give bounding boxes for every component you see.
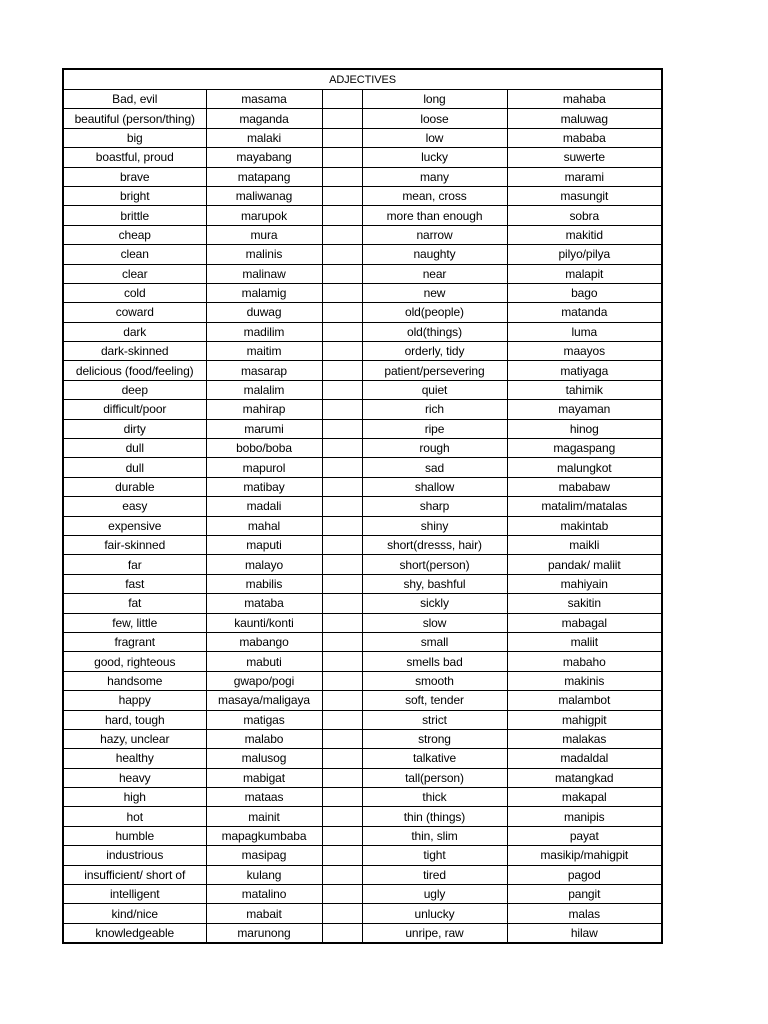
english-word-right: rich	[362, 400, 507, 419]
spacer-cell	[322, 613, 362, 632]
english-word-left: hot	[63, 807, 206, 826]
english-word-right: rough	[362, 439, 507, 458]
english-word-right: sad	[362, 458, 507, 477]
spacer-cell	[322, 380, 362, 399]
tagalog-word-right: makapal	[507, 788, 662, 807]
tagalog-word-right: payat	[507, 826, 662, 845]
tagalog-word-left: kulang	[206, 865, 322, 884]
english-word-left: fast	[63, 574, 206, 593]
tagalog-word-left: mabuti	[206, 652, 322, 671]
tagalog-word-left: madilim	[206, 322, 322, 341]
table-row	[63, 807, 662, 826]
table-row	[63, 322, 662, 341]
tagalog-word-right: matalim/matalas	[507, 497, 662, 516]
table-row	[63, 303, 662, 322]
tagalog-word-left: mapurol	[206, 458, 322, 477]
english-word-right: long	[362, 90, 507, 109]
english-word-right: patient/persevering	[362, 361, 507, 380]
tagalog-word-right: malakas	[507, 729, 662, 748]
spacer-cell	[322, 768, 362, 787]
tagalog-word-left: mahal	[206, 516, 322, 535]
tagalog-word-right: tahimik	[507, 380, 662, 399]
table-row	[63, 865, 662, 884]
spacer-cell	[322, 400, 362, 419]
tagalog-word-left: masaya/maligaya	[206, 691, 322, 710]
english-word-left: knowledgeable	[63, 923, 206, 943]
english-word-left: industrious	[63, 846, 206, 865]
english-word-left: easy	[63, 497, 206, 516]
english-word-right: smells bad	[362, 652, 507, 671]
spacer-cell	[322, 632, 362, 651]
tagalog-word-right: madaldal	[507, 749, 662, 768]
table-title: ADJECTIVES	[63, 69, 662, 90]
tagalog-word-right: pilyo/pilya	[507, 245, 662, 264]
tagalog-word-right: maayos	[507, 342, 662, 361]
english-word-left: high	[63, 788, 206, 807]
english-word-left: few, little	[63, 613, 206, 632]
english-word-left: fat	[63, 594, 206, 613]
english-word-left: fair-skinned	[63, 535, 206, 554]
table-row	[63, 885, 662, 904]
spacer-cell	[322, 865, 362, 884]
spacer-cell	[322, 245, 362, 264]
spacer-cell	[322, 419, 362, 438]
english-word-right: many	[362, 167, 507, 186]
english-word-left: dull	[63, 458, 206, 477]
tagalog-word-left: marumi	[206, 419, 322, 438]
tagalog-word-right: manipis	[507, 807, 662, 826]
table-row	[63, 283, 662, 302]
tagalog-word-right: maliit	[507, 632, 662, 651]
english-word-left: dull	[63, 439, 206, 458]
tagalog-word-left: malusog	[206, 749, 322, 768]
tagalog-word-right: bago	[507, 283, 662, 302]
tagalog-word-right: mahigpit	[507, 710, 662, 729]
english-word-left: cheap	[63, 225, 206, 244]
english-word-right: slow	[362, 613, 507, 632]
spacer-cell	[322, 574, 362, 593]
english-word-left: insufficient/ short of	[63, 865, 206, 884]
english-word-left: happy	[63, 691, 206, 710]
english-word-left: hard, tough	[63, 710, 206, 729]
table-row	[63, 788, 662, 807]
english-word-right: loose	[362, 109, 507, 128]
adjectives-table	[62, 68, 663, 944]
spacer-cell	[322, 342, 362, 361]
tagalog-word-left: malinis	[206, 245, 322, 264]
table-row	[63, 749, 662, 768]
tagalog-word-left: kaunti/konti	[206, 613, 322, 632]
table-row	[63, 128, 662, 147]
tagalog-word-right: makinis	[507, 671, 662, 690]
tagalog-word-left: mahirap	[206, 400, 322, 419]
spacer-cell	[322, 303, 362, 322]
table-row	[63, 923, 662, 943]
title-row	[63, 69, 662, 90]
tagalog-word-right: mabagal	[507, 613, 662, 632]
spacer-cell	[322, 691, 362, 710]
tagalog-word-right: mababaw	[507, 477, 662, 496]
tagalog-word-right: mahiyain	[507, 574, 662, 593]
english-word-left: dark-skinned	[63, 342, 206, 361]
spacer-cell	[322, 885, 362, 904]
english-word-left: hazy, unclear	[63, 729, 206, 748]
tagalog-word-left: madali	[206, 497, 322, 516]
english-word-right: mean, cross	[362, 186, 507, 205]
table-row	[63, 225, 662, 244]
tagalog-word-left: matalino	[206, 885, 322, 904]
tagalog-word-left: mataba	[206, 594, 322, 613]
tagalog-word-left: mabait	[206, 904, 322, 923]
english-word-right: sharp	[362, 497, 507, 516]
tagalog-word-left: masama	[206, 90, 322, 109]
tagalog-word-right: makintab	[507, 516, 662, 535]
spacer-cell	[322, 361, 362, 380]
english-word-left: durable	[63, 477, 206, 496]
tagalog-word-left: mura	[206, 225, 322, 244]
tagalog-word-left: malamig	[206, 283, 322, 302]
table-row	[63, 167, 662, 186]
tagalog-word-right: mayaman	[507, 400, 662, 419]
table-row	[63, 904, 662, 923]
table-row	[63, 186, 662, 205]
spacer-cell	[322, 225, 362, 244]
spacer-cell	[322, 807, 362, 826]
tagalog-word-right: suwerte	[507, 148, 662, 167]
english-word-left: Bad, evil	[63, 90, 206, 109]
english-word-left: boastful, proud	[63, 148, 206, 167]
english-word-left: fragrant	[63, 632, 206, 651]
spacer-cell	[322, 846, 362, 865]
spacer-cell	[322, 148, 362, 167]
spacer-cell	[322, 322, 362, 341]
english-word-right: shiny	[362, 516, 507, 535]
english-word-right: tired	[362, 865, 507, 884]
english-word-right: unlucky	[362, 904, 507, 923]
table-row	[63, 458, 662, 477]
english-word-left: clean	[63, 245, 206, 264]
tagalog-word-left: masipag	[206, 846, 322, 865]
english-word-left: heavy	[63, 768, 206, 787]
tagalog-word-right: pangit	[507, 885, 662, 904]
table-row	[63, 671, 662, 690]
tagalog-word-right: mabaho	[507, 652, 662, 671]
table-row	[63, 264, 662, 283]
table-row	[63, 846, 662, 865]
tagalog-word-right: maikli	[507, 535, 662, 554]
english-word-left: beautiful (person/thing)	[63, 109, 206, 128]
english-word-right: more than enough	[362, 206, 507, 225]
table-row	[63, 439, 662, 458]
table-row	[63, 535, 662, 554]
table-row	[63, 632, 662, 651]
english-word-right: short(person)	[362, 555, 507, 574]
table-row	[63, 555, 662, 574]
table-row	[63, 516, 662, 535]
english-word-left: humble	[63, 826, 206, 845]
spacer-cell	[322, 749, 362, 768]
english-word-right: small	[362, 632, 507, 651]
english-word-right: ripe	[362, 419, 507, 438]
tagalog-word-left: bobo/boba	[206, 439, 322, 458]
english-word-right: lucky	[362, 148, 507, 167]
spacer-cell	[322, 923, 362, 943]
tagalog-word-right: malungkot	[507, 458, 662, 477]
tagalog-word-left: maliwanag	[206, 186, 322, 205]
tagalog-word-right: matangkad	[507, 768, 662, 787]
english-word-right: sickly	[362, 594, 507, 613]
spacer-cell	[322, 788, 362, 807]
spacer-cell	[322, 497, 362, 516]
english-word-right: thick	[362, 788, 507, 807]
spacer-cell	[322, 109, 362, 128]
tagalog-word-left: mabilis	[206, 574, 322, 593]
english-word-left: kind/nice	[63, 904, 206, 923]
table-row	[63, 691, 662, 710]
spacer-cell	[322, 439, 362, 458]
tagalog-word-right: masungit	[507, 186, 662, 205]
english-word-left: expensive	[63, 516, 206, 535]
table-row	[63, 652, 662, 671]
spacer-cell	[322, 167, 362, 186]
table-row	[63, 361, 662, 380]
tagalog-word-left: maputi	[206, 535, 322, 554]
tagalog-word-right: matanda	[507, 303, 662, 322]
english-word-right: short(dresss, hair)	[362, 535, 507, 554]
table-row	[63, 594, 662, 613]
tagalog-word-left: duwag	[206, 303, 322, 322]
tagalog-word-left: matibay	[206, 477, 322, 496]
tagalog-word-left: matigas	[206, 710, 322, 729]
table-row	[63, 109, 662, 128]
english-word-right: shy, bashful	[362, 574, 507, 593]
tagalog-word-right: malas	[507, 904, 662, 923]
tagalog-word-right: pandak/ maliit	[507, 555, 662, 574]
english-word-right: talkative	[362, 749, 507, 768]
tagalog-word-left: mainit	[206, 807, 322, 826]
spacer-cell	[322, 206, 362, 225]
tagalog-word-left: maitim	[206, 342, 322, 361]
english-word-right: ugly	[362, 885, 507, 904]
tagalog-word-left: mabango	[206, 632, 322, 651]
spacer-cell	[322, 594, 362, 613]
tagalog-word-left: maganda	[206, 109, 322, 128]
english-word-right: thin, slim	[362, 826, 507, 845]
english-word-right: shallow	[362, 477, 507, 496]
english-word-left: good, righteous	[63, 652, 206, 671]
table-row	[63, 400, 662, 419]
english-word-right: narrow	[362, 225, 507, 244]
english-word-left: handsome	[63, 671, 206, 690]
spacer-cell	[322, 458, 362, 477]
english-word-left: difficult/poor	[63, 400, 206, 419]
english-word-right: quiet	[362, 380, 507, 399]
spacer-cell	[322, 90, 362, 109]
table-row	[63, 419, 662, 438]
tagalog-word-left: malayo	[206, 555, 322, 574]
tagalog-word-left: mapagkumbaba	[206, 826, 322, 845]
spacer-cell	[322, 283, 362, 302]
tagalog-word-left: mabigat	[206, 768, 322, 787]
english-word-left: dirty	[63, 419, 206, 438]
spacer-cell	[322, 652, 362, 671]
tagalog-word-left: mayabang	[206, 148, 322, 167]
english-word-right: naughty	[362, 245, 507, 264]
tagalog-word-right: mahaba	[507, 90, 662, 109]
tagalog-word-right: luma	[507, 322, 662, 341]
english-word-left: brave	[63, 167, 206, 186]
english-word-right: smooth	[362, 671, 507, 690]
table-row	[63, 768, 662, 787]
tagalog-word-right: sakitin	[507, 594, 662, 613]
english-word-right: soft, tender	[362, 691, 507, 710]
english-word-right: strict	[362, 710, 507, 729]
tagalog-word-right: magaspang	[507, 439, 662, 458]
spacer-cell	[322, 826, 362, 845]
english-word-left: brittle	[63, 206, 206, 225]
english-word-right: strong	[362, 729, 507, 748]
table-row	[63, 613, 662, 632]
english-word-right: old(things)	[362, 322, 507, 341]
english-word-right: tall(person)	[362, 768, 507, 787]
table-row	[63, 245, 662, 264]
spacer-cell	[322, 729, 362, 748]
table-row	[63, 497, 662, 516]
table-row	[63, 380, 662, 399]
english-word-left: coward	[63, 303, 206, 322]
tagalog-word-left: gwapo/pogi	[206, 671, 322, 690]
tagalog-word-right: hilaw	[507, 923, 662, 943]
tagalog-word-right: malapit	[507, 264, 662, 283]
table-row	[63, 148, 662, 167]
english-word-left: healthy	[63, 749, 206, 768]
tagalog-word-left: matapang	[206, 167, 322, 186]
table-row	[63, 729, 662, 748]
tagalog-word-right: masikip/mahigpit	[507, 846, 662, 865]
spacer-cell	[322, 128, 362, 147]
english-word-right: near	[362, 264, 507, 283]
spacer-cell	[322, 710, 362, 729]
english-word-right: old(people)	[362, 303, 507, 322]
tagalog-word-right: pagod	[507, 865, 662, 884]
english-word-left: big	[63, 128, 206, 147]
english-word-right: tight	[362, 846, 507, 865]
spacer-cell	[322, 671, 362, 690]
spacer-cell	[322, 477, 362, 496]
table-body	[63, 90, 662, 944]
tagalog-word-right: matiyaga	[507, 361, 662, 380]
english-word-left: bright	[63, 186, 206, 205]
tagalog-word-right: makitid	[507, 225, 662, 244]
table-row	[63, 574, 662, 593]
tagalog-word-right: hinog	[507, 419, 662, 438]
table-row	[63, 477, 662, 496]
english-word-left: far	[63, 555, 206, 574]
tagalog-word-right: maluwag	[507, 109, 662, 128]
english-word-left: clear	[63, 264, 206, 283]
english-word-right: orderly, tidy	[362, 342, 507, 361]
tagalog-word-left: malinaw	[206, 264, 322, 283]
tagalog-word-right: marami	[507, 167, 662, 186]
spacer-cell	[322, 904, 362, 923]
tagalog-word-left: marunong	[206, 923, 322, 943]
table-row	[63, 342, 662, 361]
english-word-right: thin (things)	[362, 807, 507, 826]
tagalog-word-left: malaki	[206, 128, 322, 147]
english-word-left: deep	[63, 380, 206, 399]
english-word-left: cold	[63, 283, 206, 302]
english-word-right: new	[362, 283, 507, 302]
spacer-cell	[322, 516, 362, 535]
tagalog-word-right: malambot	[507, 691, 662, 710]
table-row	[63, 90, 662, 109]
tagalog-word-left: masarap	[206, 361, 322, 380]
english-word-right: low	[362, 128, 507, 147]
tagalog-word-left: malabo	[206, 729, 322, 748]
english-word-left: delicious (food/feeling)	[63, 361, 206, 380]
spacer-cell	[322, 535, 362, 554]
tagalog-word-left: malalim	[206, 380, 322, 399]
english-word-left: dark	[63, 322, 206, 341]
english-word-left: intelligent	[63, 885, 206, 904]
tagalog-word-left: mataas	[206, 788, 322, 807]
tagalog-word-right: sobra	[507, 206, 662, 225]
table-row	[63, 206, 662, 225]
spacer-cell	[322, 186, 362, 205]
spacer-cell	[322, 264, 362, 283]
spacer-cell	[322, 555, 362, 574]
english-word-right: unripe, raw	[362, 923, 507, 943]
tagalog-word-right: mababa	[507, 128, 662, 147]
table-row	[63, 710, 662, 729]
table-row	[63, 826, 662, 845]
tagalog-word-left: marupok	[206, 206, 322, 225]
